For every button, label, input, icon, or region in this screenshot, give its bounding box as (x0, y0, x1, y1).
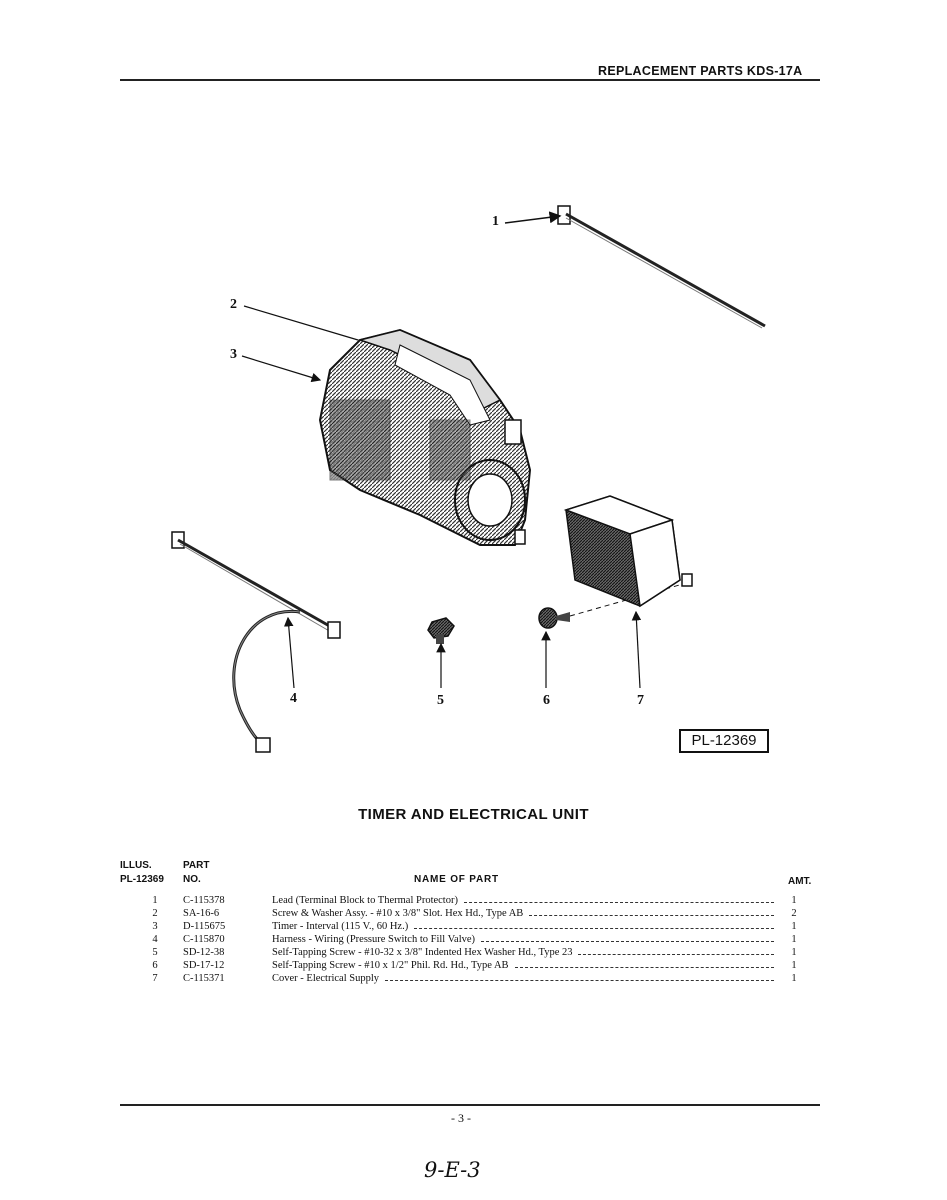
row-amt: 1 (791, 947, 797, 958)
table-row (0, 920, 947, 933)
callout-6: 6 (543, 693, 550, 708)
part-3-timer (320, 330, 530, 545)
page-number: - 3 - (451, 1111, 471, 1125)
row-part-no: SD-17-12 (183, 960, 225, 971)
dot-leader (464, 902, 774, 903)
callout-leader-4 (288, 618, 294, 688)
row-amt: 2 (791, 908, 797, 919)
col-illus-line2: PL-12369 (120, 874, 164, 885)
row-illus: 5 (152, 947, 158, 958)
callout-1: 1 (492, 214, 499, 229)
row-part-no: D-115675 (183, 921, 226, 932)
row-amt: 1 (791, 973, 797, 984)
callout-7: 7 (637, 693, 644, 708)
callout-leader-2 (244, 306, 358, 340)
row-name: Self-Tapping Screw - #10-32 x 3/8" Indented Hex Washer Hd., Type 23 (272, 947, 573, 958)
row-illus: 7 (152, 973, 158, 984)
row-part-no: SD-12-38 (183, 947, 225, 958)
callout-5: 5 (437, 693, 444, 708)
row-name: Self-Tapping Screw - #10 x 1/2" Phil. Rd. Hd., Type AB (272, 960, 509, 971)
callout-3: 3 (230, 347, 237, 362)
section-title: TIMER AND ELECTRICAL UNIT (358, 806, 589, 823)
table-row (0, 933, 947, 946)
part-4-harness (172, 532, 340, 752)
dot-leader (515, 967, 774, 968)
table-row (0, 894, 947, 907)
dot-leader (481, 941, 774, 942)
row-name: Harness - Wiring (Pressure Switch to Fill Valve) (272, 934, 476, 945)
part-7-cover (566, 496, 692, 606)
callout-leader-3 (242, 356, 320, 380)
row-part-no: C-115371 (183, 973, 225, 984)
handwritten-annotation: 9-E-3 (424, 1158, 481, 1182)
col-part-line2: NO. (183, 874, 201, 885)
dot-leader (529, 915, 774, 916)
footer-rule (120, 1104, 820, 1106)
row-amt: 1 (791, 921, 797, 932)
table-row (0, 907, 947, 920)
callout-leader-1 (505, 216, 560, 223)
dot-leader (385, 980, 774, 981)
row-illus: 6 (152, 960, 158, 971)
dot-leader (414, 928, 774, 929)
row-amt: 1 (791, 960, 797, 971)
row-illus: 4 (152, 934, 158, 945)
col-part-line1: PART (183, 860, 210, 871)
table-row (0, 946, 947, 959)
row-name: Lead (Terminal Block to Thermal Protector) (272, 895, 458, 906)
row-part-no: C-115378 (183, 895, 225, 906)
part-5-hex-screw (428, 618, 454, 644)
row-illus: 2 (152, 908, 158, 919)
callout-4: 4 (290, 691, 297, 706)
callout-2: 2 (230, 297, 237, 312)
dot-leader (578, 954, 774, 955)
row-illus: 1 (152, 895, 158, 906)
col-amt: AMT. (788, 876, 812, 887)
part-1-lead (558, 206, 765, 328)
row-name: Timer - Interval (115 V., 60 Hz.) (272, 921, 409, 932)
row-amt: 1 (791, 895, 797, 906)
table-row (0, 972, 947, 985)
row-part-no: SA-16-6 (183, 908, 220, 919)
table-row (0, 959, 947, 972)
col-name-of-part: NAME OF PART (414, 874, 499, 885)
row-name: Cover - Electrical Supply (272, 973, 380, 984)
page-header-title: REPLACEMENT PARTS KDS-17A (598, 64, 803, 78)
row-name: Screw & Washer Assy. - #10 x 3/8" Slot. Hex Hd., Type AB (272, 908, 524, 919)
plate-id-box: PL-12369 (679, 729, 769, 753)
callout-leader-7 (636, 612, 640, 688)
row-part-no: C-115870 (183, 934, 225, 945)
row-amt: 1 (791, 934, 797, 945)
col-illus-line1: ILLUS. (120, 860, 152, 871)
row-illus: 3 (152, 921, 158, 932)
